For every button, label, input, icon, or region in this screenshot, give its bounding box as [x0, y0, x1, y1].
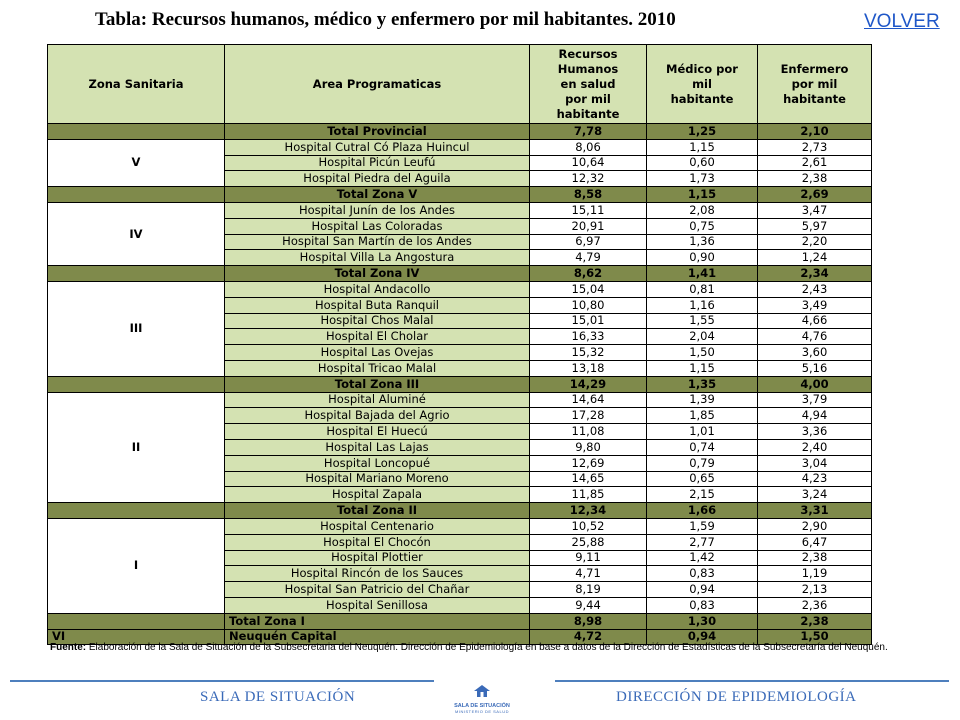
enfermero-value: 3,49 [758, 297, 872, 313]
source-label: Fuente: [50, 642, 87, 653]
medico-value: 1,15 [647, 139, 758, 155]
medico-value: 2,08 [647, 202, 758, 218]
medico-value: 0,83 [647, 597, 758, 613]
enfermero-value: 1,24 [758, 250, 872, 266]
enfermero-value: 2,20 [758, 234, 872, 250]
medico-value: 1,73 [647, 171, 758, 187]
source-note [50, 641, 910, 655]
area-name: Hospital Loncopué [225, 455, 530, 471]
area-name: Hospital Plottier [225, 550, 530, 566]
medico-value: 0,75 [647, 218, 758, 234]
footer-direccion-epidemiologia: DIRECCIÓN DE EPIDEMIOLOGÍA [616, 689, 857, 705]
enfermero-value: 3,36 [758, 424, 872, 440]
area-name: Hospital Villa La Angostura [225, 250, 530, 266]
medico-value: 1,55 [647, 313, 758, 329]
table-row [48, 281, 872, 297]
table-header [48, 45, 872, 124]
zone-total-enfermero: 2,69 [758, 187, 872, 203]
medico-value: 1,50 [647, 345, 758, 361]
medico-value: 2,15 [647, 487, 758, 503]
medico-value: 1,39 [647, 392, 758, 408]
recursos-value: 10,80 [530, 297, 647, 313]
recursos-value: 25,88 [530, 534, 647, 550]
zone-total-label: Total Zona II [225, 503, 530, 519]
enfermero-value: 4,23 [758, 471, 872, 487]
area-name: Hospital Junín de los Andes [225, 202, 530, 218]
medico-value: 1,36 [647, 234, 758, 250]
logo-title: SALA DE SITUACIÓN [454, 703, 510, 709]
zone-total-medico: 1,15 [647, 187, 758, 203]
zone-label: III [48, 281, 225, 376]
area-name: Hospital El Huecú [225, 424, 530, 440]
area-name: Hospital Chos Malal [225, 313, 530, 329]
zone-total-recursos: 8,62 [530, 266, 647, 282]
recursos-value: 8,19 [530, 582, 647, 598]
enfermero-value: 2,38 [758, 550, 872, 566]
medico-value: 0,79 [647, 455, 758, 471]
medico-value: 1,01 [647, 424, 758, 440]
recursos-value: 9,80 [530, 439, 647, 455]
ministry-logo [447, 684, 517, 720]
area-name: Hospital El Cholar [225, 329, 530, 345]
zone-total-row [48, 613, 872, 629]
enfermero-value: 2,38 [758, 171, 872, 187]
recursos-value: 16,33 [530, 329, 647, 345]
medico-value: 1,59 [647, 518, 758, 534]
capital-medico: 0,94 [647, 629, 758, 645]
area-name: Hospital San Patricio del Chañar [225, 582, 530, 598]
area-name: Hospital Bajada del Agrio [225, 408, 530, 424]
enfermero-value: 2,43 [758, 281, 872, 297]
header-recursos: Recursos Humanos en salud por mil habitante [530, 45, 647, 124]
zone-total-medico: 1,41 [647, 266, 758, 282]
zone-total-medico: 1,30 [647, 613, 758, 629]
total-provincial-recursos: 7,78 [530, 124, 647, 140]
recursos-value: 9,44 [530, 597, 647, 613]
area-name: Hospital Buta Ranquil [225, 297, 530, 313]
enfermero-value: 2,40 [758, 439, 872, 455]
recursos-value: 4,79 [530, 250, 647, 266]
recursos-value: 13,18 [530, 360, 647, 376]
enfermero-value: 6,47 [758, 534, 872, 550]
enfermero-value: 2,36 [758, 597, 872, 613]
zone-total-label: Total Zona IV [225, 266, 530, 282]
enfermero-value: 4,94 [758, 408, 872, 424]
zone-total-recursos: 14,29 [530, 376, 647, 392]
zone-total-recursos: 12,34 [530, 503, 647, 519]
data-table [47, 44, 872, 645]
enfermero-value: 3,79 [758, 392, 872, 408]
medico-value: 1,42 [647, 550, 758, 566]
medico-value: 0,94 [647, 582, 758, 598]
table-row [48, 139, 872, 155]
logo-emblem-icon [472, 684, 492, 698]
enfermero-value: 3,60 [758, 345, 872, 361]
enfermero-value: 4,76 [758, 329, 872, 345]
recursos-value: 20,91 [530, 218, 647, 234]
header-area: Area Programaticas [225, 45, 530, 124]
zone-total-label: Total Zona I [225, 613, 530, 629]
recursos-value: 12,69 [530, 455, 647, 471]
total-provincial-label: Total Provincial [225, 124, 530, 140]
zone-total-zone [48, 187, 225, 203]
table-row [48, 202, 872, 218]
table-body [48, 124, 872, 645]
area-name: Hospital San Martín de los Andes [225, 234, 530, 250]
area-name: Hospital El Chocón [225, 534, 530, 550]
recursos-value: 11,08 [530, 424, 647, 440]
zone-total-zone [48, 266, 225, 282]
enfermero-value: 2,73 [758, 139, 872, 155]
area-name: Hospital Picún Leufú [225, 155, 530, 171]
recursos-value: 15,11 [530, 202, 647, 218]
recursos-value: 12,32 [530, 171, 647, 187]
zone-total-recursos: 8,98 [530, 613, 647, 629]
medico-value: 0,60 [647, 155, 758, 171]
volver-link[interactable]: VOLVER [864, 11, 940, 32]
header-medico: Médico por mil habitante [647, 45, 758, 124]
enfermero-value: 1,19 [758, 566, 872, 582]
medico-value: 1,15 [647, 360, 758, 376]
area-name: Hospital Zapala [225, 487, 530, 503]
enfermero-value: 3,47 [758, 202, 872, 218]
medico-value: 0,74 [647, 439, 758, 455]
recursos-value: 10,64 [530, 155, 647, 171]
zone-total-row [48, 503, 872, 519]
capital-zone: VI [48, 629, 225, 645]
enfermero-value: 4,66 [758, 313, 872, 329]
zone-label: II [48, 392, 225, 503]
header-enfermero: Enfermero por mil habitante [758, 45, 872, 124]
capital-recursos: 4,72 [530, 629, 647, 645]
area-name: Hospital Tricao Malal [225, 360, 530, 376]
total-provincial-row [48, 124, 872, 140]
total-provincial-medico: 1,25 [647, 124, 758, 140]
zone-total-medico: 1,35 [647, 376, 758, 392]
zone-total-medico: 1,66 [647, 503, 758, 519]
zone-total-zone [48, 376, 225, 392]
area-name: Hospital Aluminé [225, 392, 530, 408]
zone-total-row [48, 187, 872, 203]
area-name: Hospital Senillosa [225, 597, 530, 613]
footer-divider-left [10, 680, 434, 682]
zone-total-row [48, 376, 872, 392]
recursos-value: 15,32 [530, 345, 647, 361]
area-name: Hospital Mariano Moreno [225, 471, 530, 487]
medico-value: 0,81 [647, 281, 758, 297]
medico-value: 2,77 [647, 534, 758, 550]
footer-divider-right [555, 680, 949, 682]
table-row [48, 392, 872, 408]
total-provincial-zone [48, 124, 225, 140]
recursos-value: 15,04 [530, 281, 647, 297]
header-zona: Zona Sanitaria [48, 45, 225, 124]
zone-total-label: Total Zona V [225, 187, 530, 203]
recursos-value: 10,52 [530, 518, 647, 534]
zone-label: I [48, 518, 225, 613]
recursos-value: 6,97 [530, 234, 647, 250]
area-name: Hospital Andacollo [225, 281, 530, 297]
area-name: Hospital Rincón de los Sauces [225, 566, 530, 582]
enfermero-value: 3,04 [758, 455, 872, 471]
capital-enfermero: 1,50 [758, 629, 872, 645]
recursos-value: 9,11 [530, 550, 647, 566]
area-name: Hospital Centenario [225, 518, 530, 534]
zone-total-enfermero: 4,00 [758, 376, 872, 392]
area-name: Hospital Piedra del Aguila [225, 171, 530, 187]
zone-total-enfermero: 2,34 [758, 266, 872, 282]
recursos-value: 14,65 [530, 471, 647, 487]
area-name: Hospital Cutral Có Plaza Huincul [225, 139, 530, 155]
zone-total-enfermero: 2,38 [758, 613, 872, 629]
logo-subtitle: MINISTERIO DE SALUD [455, 709, 509, 714]
medico-value: 0,90 [647, 250, 758, 266]
area-name: Hospital Las Coloradas [225, 218, 530, 234]
enfermero-value: 2,90 [758, 518, 872, 534]
zone-total-label: Total Zona III [225, 376, 530, 392]
recursos-value: 15,01 [530, 313, 647, 329]
total-provincial-enfermero: 2,10 [758, 124, 872, 140]
area-name: Hospital Las Lajas [225, 439, 530, 455]
recursos-value: 8,06 [530, 139, 647, 155]
recursos-value: 14,64 [530, 392, 647, 408]
enfermero-value: 5,97 [758, 218, 872, 234]
medico-value: 0,83 [647, 566, 758, 582]
zone-label: V [48, 139, 225, 186]
medico-value: 1,16 [647, 297, 758, 313]
enfermero-value: 5,16 [758, 360, 872, 376]
area-name: Hospital Las Ovejas [225, 345, 530, 361]
recursos-value: 17,28 [530, 408, 647, 424]
enfermero-value: 2,13 [758, 582, 872, 598]
table-row [48, 518, 872, 534]
medico-value: 2,04 [647, 329, 758, 345]
page-title: Tabla: Recursos humanos, médico y enfermero por mil habitantes. 2010 [95, 9, 676, 30]
enfermero-value: 3,24 [758, 487, 872, 503]
enfermero-value: 2,61 [758, 155, 872, 171]
zone-total-zone [48, 503, 225, 519]
recursos-value: 11,85 [530, 487, 647, 503]
source-text: Elaboración de la Sala de Situación de la Subsecretaria del Neuquén. Dirección de Epidemiología en base a datos de la Dirección de Estadísticas de la Subsecretaría del Neuquén. [88, 642, 888, 653]
zone-total-recursos: 8,58 [530, 187, 647, 203]
zone-label: IV [48, 202, 225, 265]
zone-total-row [48, 266, 872, 282]
zone-total-zone [48, 613, 225, 629]
zone-total-enfermero: 3,31 [758, 503, 872, 519]
medico-value: 0,65 [647, 471, 758, 487]
footer-sala-de-situacion: SALA DE SITUACIÓN [200, 689, 356, 705]
recursos-value: 4,71 [530, 566, 647, 582]
medico-value: 1,85 [647, 408, 758, 424]
capital-label: Neuquén Capital [225, 629, 530, 645]
